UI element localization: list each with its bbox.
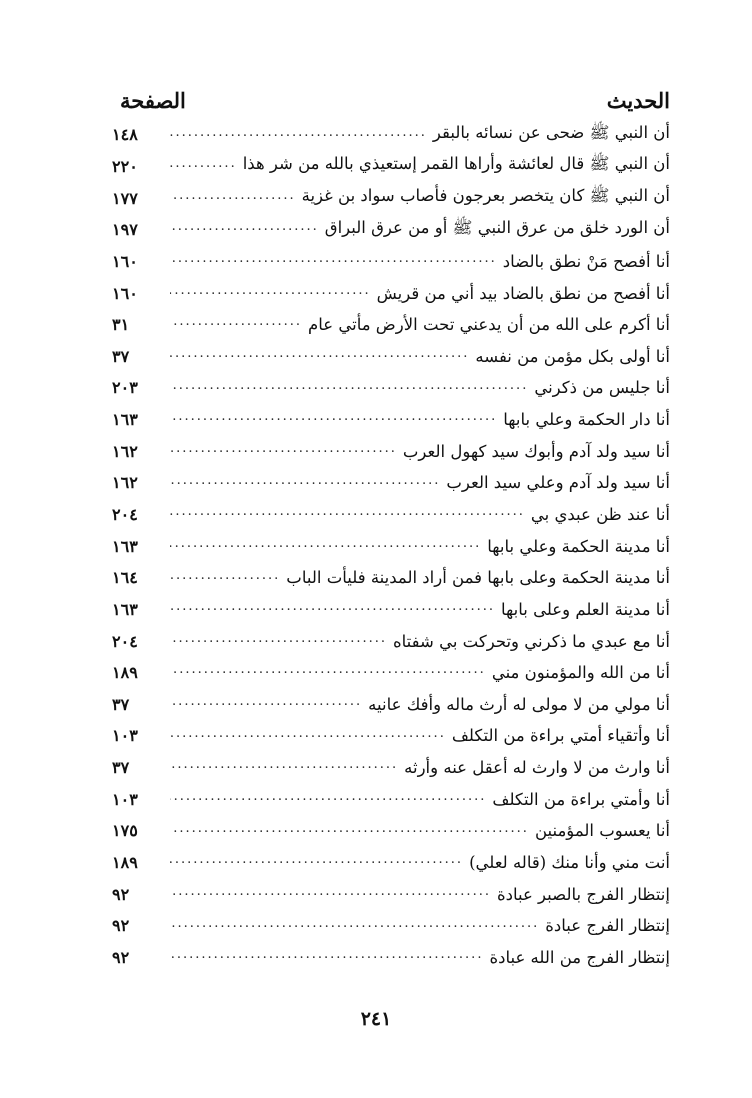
entry-page-number: ١٧٥ bbox=[112, 821, 138, 841]
index-entry bbox=[112, 277, 670, 309]
entry-page-number: ٩٢ bbox=[112, 884, 130, 904]
dot-leader bbox=[170, 696, 362, 713]
index-entry bbox=[112, 657, 670, 689]
hadith-text: أنا أفصح مَنْ نطق بالضاد bbox=[502, 251, 670, 271]
dot-leader bbox=[170, 759, 398, 776]
entry-page-number: ٣٧ bbox=[112, 694, 130, 714]
hadith-text: إنتظار الفرج عبادة bbox=[545, 916, 670, 936]
index-entry bbox=[112, 435, 670, 467]
entry-page-number: ١٦٤ bbox=[112, 568, 138, 588]
hadith-text: أنت مني وأنا منك (قاله لعلي) bbox=[469, 853, 670, 873]
entry-page-number: ٩٢ bbox=[112, 916, 130, 936]
index-entry bbox=[112, 119, 670, 151]
index-entry bbox=[112, 151, 670, 183]
dot-leader bbox=[170, 411, 497, 428]
hadith-text: أنا مولي من لا مولى له أرث ماله وأفك عانيه bbox=[368, 694, 670, 714]
dot-leader bbox=[170, 633, 387, 650]
index-entry bbox=[112, 372, 670, 404]
hadith-text: أنا مع عبدي ما ذكرني وتحركت بي شفتاه bbox=[393, 631, 670, 651]
entry-page-number: ١٦٣ bbox=[112, 599, 138, 619]
dot-leader bbox=[170, 854, 463, 871]
index-entry bbox=[112, 783, 670, 815]
index-entry bbox=[112, 910, 670, 942]
index-entry bbox=[112, 878, 670, 910]
dot-leader bbox=[170, 601, 495, 618]
hadith-text: أنا مدينة العلم وعلى بابها bbox=[501, 599, 670, 619]
index-entry bbox=[112, 214, 670, 246]
entry-page-number: ٣٧ bbox=[112, 758, 130, 778]
index-entry bbox=[112, 530, 670, 562]
index-entry bbox=[112, 594, 670, 626]
page-column-heading: الصفحة bbox=[120, 87, 186, 113]
index-entry bbox=[112, 499, 670, 531]
index-entry bbox=[112, 467, 670, 499]
index-entry bbox=[112, 340, 670, 372]
hadith-text: أنا من الله والمؤمنون مني bbox=[491, 663, 670, 683]
hadith-text: أن النبي ﷺ كان يتخصر بعرجون فأصاب سواد بن غزية bbox=[301, 186, 670, 206]
index-entry bbox=[112, 689, 670, 721]
hadith-text: أنا سيد ولد آدم وأبوك سيد كهول العرب bbox=[402, 441, 670, 461]
dot-leader bbox=[170, 285, 371, 302]
entry-page-number: ١٨٩ bbox=[112, 853, 138, 873]
entry-page-number: ١٦٢ bbox=[112, 473, 138, 493]
hadith-text: أنا وأتقياء أمتي براءة من التكلف bbox=[451, 726, 670, 746]
dot-leader bbox=[170, 823, 529, 840]
entry-page-number: ٢٠٤ bbox=[112, 631, 138, 651]
dot-leader bbox=[170, 886, 491, 903]
dot-leader bbox=[170, 253, 497, 270]
hadith-text: أنا وأمتي براءة من التكلف bbox=[492, 789, 670, 809]
entry-page-number: ١٦٣ bbox=[112, 536, 138, 556]
hadith-text: أنا أكرم على الله من أن يدعني تحت الأرض مأتي عام bbox=[308, 315, 670, 335]
dot-leader bbox=[170, 728, 446, 745]
dot-leader bbox=[170, 221, 319, 238]
dot-leader bbox=[170, 538, 481, 555]
index-entry bbox=[112, 720, 670, 752]
page-number: ٢٤١ bbox=[360, 1008, 392, 1030]
hadith-text: أنا دار الحكمة وعلي بابها bbox=[503, 410, 670, 430]
hadith-text: أن النبي ﷺ قال لعائشة وأراها القمر إستعيذي بالله من شر هذا bbox=[242, 154, 670, 174]
dot-leader bbox=[170, 570, 280, 587]
index-entry bbox=[112, 815, 670, 847]
entry-page-number: ١٦٠ bbox=[112, 283, 138, 303]
index-entry bbox=[112, 942, 670, 974]
dot-leader bbox=[170, 443, 397, 460]
dot-leader bbox=[170, 475, 440, 492]
entry-page-number: ١٠٣ bbox=[112, 789, 138, 809]
dot-leader bbox=[170, 949, 483, 966]
entry-page-number: ٣٧ bbox=[112, 346, 130, 366]
dot-leader bbox=[170, 664, 486, 681]
hadith-text: أنا مدينة الحكمة وعلى بابها فمن أراد المدينة فليأت الباب bbox=[286, 568, 670, 588]
hadith-text: أنا أولى بكل مؤمن من نفسه bbox=[475, 346, 670, 366]
index-entry bbox=[112, 246, 670, 278]
index-entry bbox=[112, 752, 670, 784]
index-entry bbox=[112, 625, 670, 657]
entry-page-number: ١٦٠ bbox=[112, 251, 138, 271]
entry-page-number: ١٨٩ bbox=[112, 663, 138, 683]
hadith-text: أنا عند ظن عبدي بي bbox=[530, 505, 670, 524]
hadith-text: أن النبي ﷺ ضحى عن نسائه بالبقر bbox=[432, 122, 670, 142]
dot-leader bbox=[170, 158, 237, 175]
dot-leader bbox=[170, 316, 302, 333]
entry-page-number: ١٩٧ bbox=[112, 220, 138, 240]
hadith-text: إنتظار الفرج من الله عبادة bbox=[489, 947, 670, 967]
entry-page-number: ٩٢ bbox=[112, 947, 130, 967]
hadith-text: أنا وارث من لا وارث له أعقل عنه وأرثه bbox=[404, 758, 670, 778]
dot-leader bbox=[170, 918, 539, 935]
hadith-text: أنا جليس من ذكرني bbox=[534, 378, 670, 398]
hadith-text: أنا أفصح من نطق بالضاد بيد أني من قريش bbox=[376, 283, 670, 303]
dot-leader bbox=[170, 190, 296, 207]
entry-page-number: ١٦٣ bbox=[112, 410, 138, 430]
index-entry bbox=[112, 404, 670, 436]
index-entry bbox=[112, 309, 670, 341]
hadith-text: أنا يعسوب المؤمنين bbox=[534, 821, 670, 841]
entry-page-number: ٢٠٣ bbox=[112, 378, 138, 398]
entry-page-number: ٢٢٠ bbox=[112, 156, 138, 176]
dot-leader bbox=[170, 348, 469, 365]
hadith-index-list bbox=[112, 119, 670, 973]
dot-leader bbox=[170, 127, 427, 144]
index-header bbox=[120, 82, 670, 118]
index-entry bbox=[112, 182, 670, 214]
index-entry bbox=[112, 847, 670, 879]
entry-page-number: ١٧٧ bbox=[112, 188, 138, 208]
hadith-text: أنا مدينة الحكمة وعلي بابها bbox=[487, 536, 670, 556]
hadith-column-heading: الحديث bbox=[606, 87, 670, 113]
index-entry bbox=[112, 562, 670, 594]
entry-page-number: ٣١ bbox=[112, 315, 130, 335]
dot-leader bbox=[170, 380, 528, 397]
dot-leader bbox=[170, 506, 525, 523]
entry-page-number: ١٦٢ bbox=[112, 441, 138, 461]
entry-page-number: ١٠٣ bbox=[112, 726, 138, 746]
entry-page-number: ١٤٨ bbox=[112, 125, 138, 145]
hadith-text: أنا سيد ولد آدم وعلي سيد العرب bbox=[446, 473, 670, 493]
dot-leader bbox=[170, 791, 486, 808]
hadith-text: إنتظار الفرج بالصبر عبادة bbox=[496, 884, 670, 904]
entry-page-number: ٢٠٤ bbox=[112, 505, 138, 524]
hadith-text: أن الورد خلق من عرق النبي ﷺ أو من عرق البراق bbox=[324, 217, 670, 237]
